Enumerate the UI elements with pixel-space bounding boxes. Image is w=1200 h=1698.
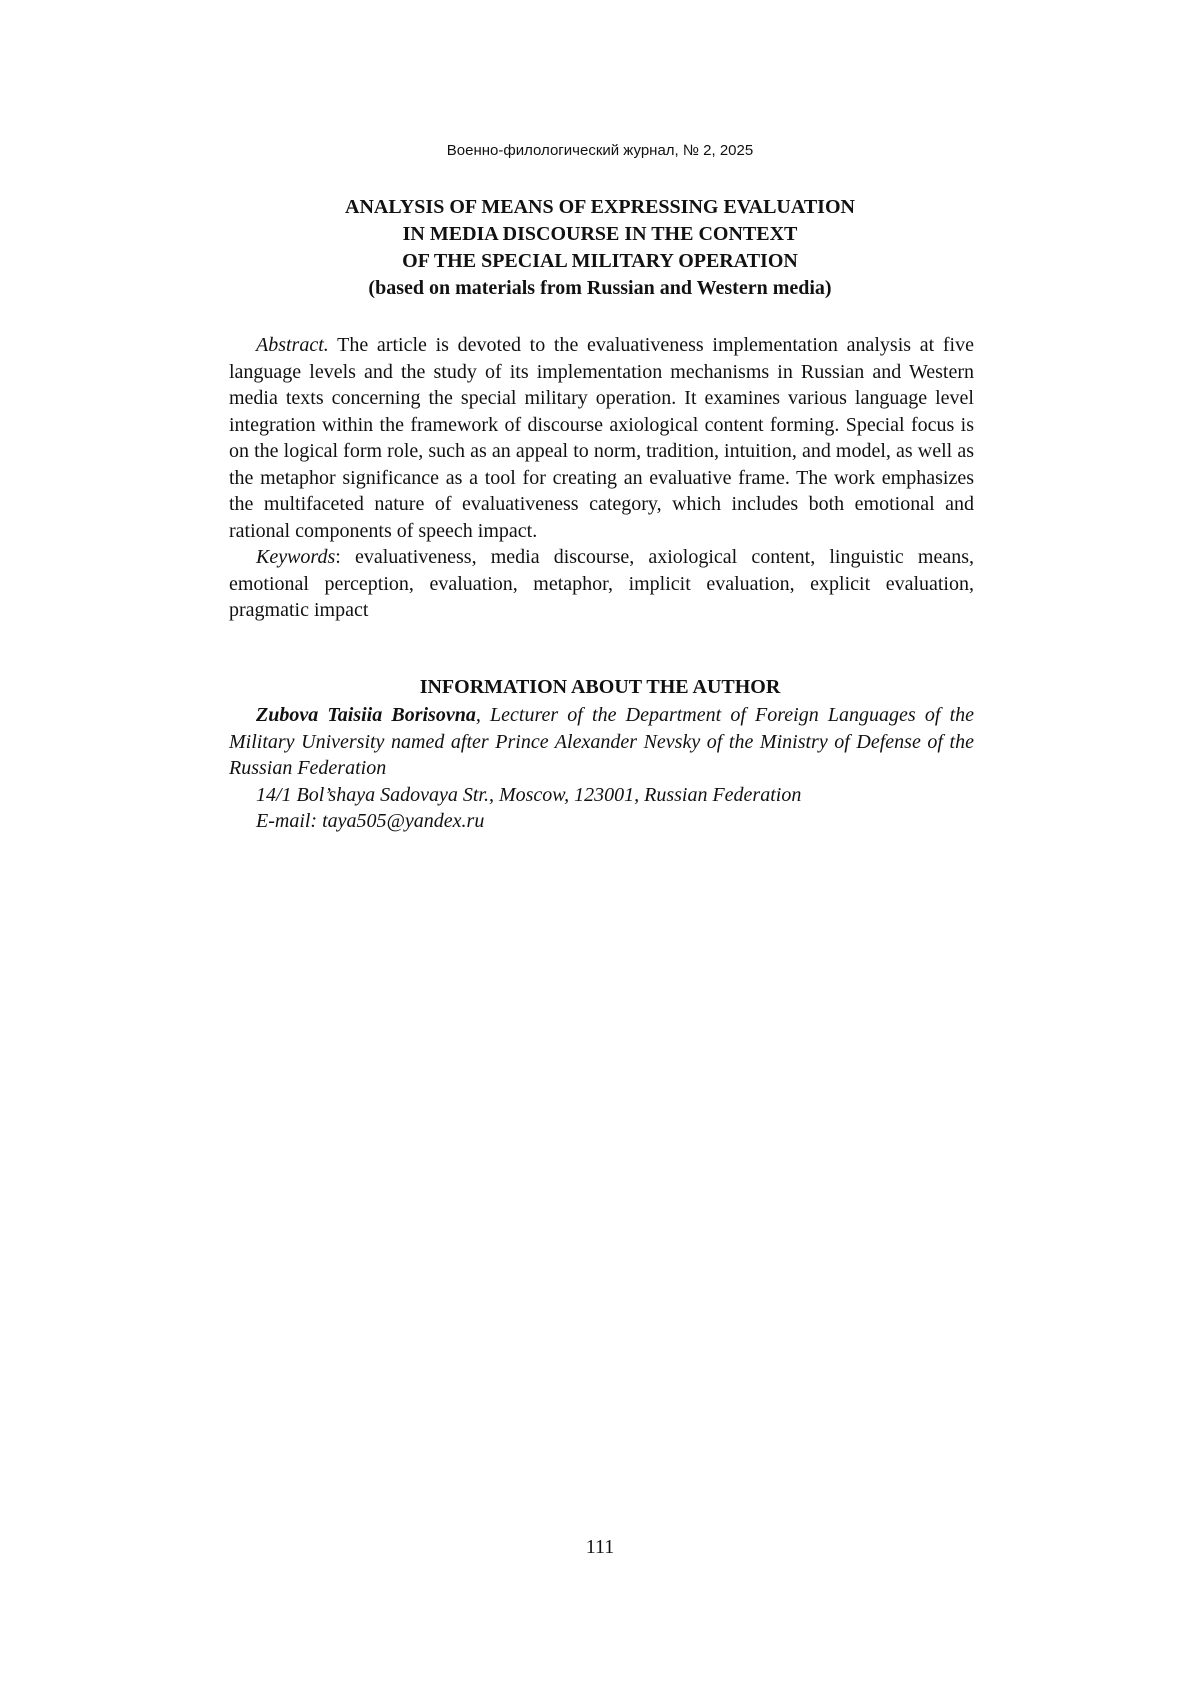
title-line: IN MEDIA DISCOURSE IN THE CONTEXT <box>402 223 798 245</box>
abstract-text: The article is devoted to the evaluativeness implementation analysis at five language levels and the study of its implementation mechanisms in Russian and Western media texts concerning the special military operation. It examines various language level integration within the framework of discourse axiological content forming. Special focus is on the logical form role, such as an appeal to norm, tradition, intuition, and model, as well as the metaphor significance as a tool for creating an evaluative frame. The work emphasizes the multifaceted nature of evaluativeness category, which includes both emotional and rational components of speech impact. <box>229 334 974 542</box>
keywords-text: : evaluativeness, media discourse, axiological content, linguistic means, emotional perception, evaluation, metaphor, implicit evaluation, explicit evaluation, pragmatic impact <box>229 546 974 621</box>
keywords-paragraph <box>229 544 974 624</box>
title-line: ANALYSIS OF MEANS OF EXPRESSING EVALUATION <box>345 196 855 218</box>
abstract-section <box>229 332 974 624</box>
abstract-paragraph <box>229 332 974 544</box>
title-line: OF THE SPECIAL MILITARY OPERATION <box>402 250 798 272</box>
email-label: E-mail: <box>256 810 323 832</box>
author-info-heading: INFORMATION ABOUT THE AUTHOR <box>419 676 781 698</box>
author-affiliation <box>229 702 974 782</box>
page-number: 111 <box>585 1536 615 1558</box>
author-email-line <box>229 808 974 835</box>
author-address: 14/1 Bol’shaya Sadovaya Str., Moscow, 123001, Russian Federation <box>256 783 802 806</box>
keywords-label: Keywords <box>256 546 336 568</box>
author-position: , Lecturer of the Department of Foreign Languages of the Military University named after Prince Alexander Nevsky of the Ministry of Defense of the Russian Federation <box>229 704 974 779</box>
abstract-label: Abstract. <box>256 334 329 356</box>
author-info-section <box>229 702 974 835</box>
running-header: Военно-филологический журнал, № 2, 2025 <box>446 142 754 159</box>
author-name: Zubova Taisiia Borisovna <box>256 704 476 726</box>
email-link[interactable]: taya505@yandex.ru <box>322 810 485 832</box>
article-title <box>0 194 1200 302</box>
title-subtitle: (based on materials from Russian and Western media) <box>368 277 832 299</box>
